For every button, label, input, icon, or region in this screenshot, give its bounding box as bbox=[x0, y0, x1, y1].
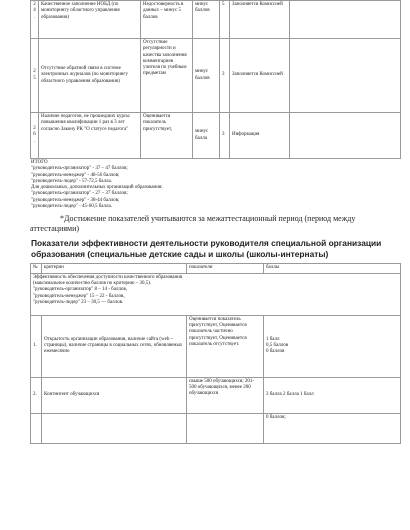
score-cell: минус балла bbox=[193, 113, 220, 159]
score-cell: 3 балла 2 балла 1 балл bbox=[264, 377, 401, 413]
row-number: 1. bbox=[31, 315, 42, 377]
row-number: 26 . bbox=[31, 113, 39, 159]
intro-line: "руководитель-организатор" 8 – 14 - баллов, bbox=[33, 287, 128, 293]
totals-line: "руководитель-менеджер" - 48-56 баллов; bbox=[31, 172, 120, 178]
table-intro-row bbox=[31, 273, 401, 315]
empty-cell bbox=[290, 39, 401, 113]
totals-line: "руководитель-организатор" - 37 – 47 баллов; bbox=[31, 166, 128, 172]
totals-line: Для дошкольных, дополнительных организаций образования: bbox=[31, 185, 163, 191]
table-row bbox=[31, 377, 401, 413]
table-row bbox=[31, 39, 401, 113]
totals-line: "руководитель-организатор" - 27 – 37 баллов; bbox=[31, 191, 128, 197]
criterion-cell bbox=[42, 413, 187, 443]
max-score-cell: 5 bbox=[220, 1, 230, 39]
row-number: 25 bbox=[31, 39, 39, 113]
criterion-cell: Качественное заполнение НОБД (по мониторингу областного управления образования) bbox=[39, 1, 141, 39]
row-number bbox=[31, 413, 42, 443]
totals-line: "руководитель-лидер" - 57-72,5 балла. bbox=[31, 178, 112, 184]
table-row bbox=[31, 1, 401, 39]
header-num: № bbox=[31, 264, 42, 273]
empty-cell bbox=[290, 1, 401, 39]
indicator-cell: Отсутствие регулярности и качества заполнения комментариев учителя по учебным предметам bbox=[141, 39, 193, 113]
note-cell: Заполняется Комиссией bbox=[230, 39, 290, 113]
header-score: баллы bbox=[264, 264, 401, 273]
totals-line: "руководитель-менеджер" - 38-44 баллов; bbox=[31, 197, 120, 203]
table-row bbox=[31, 315, 401, 377]
totals-title: ИТОГО bbox=[31, 160, 48, 165]
intro-line: "руководитель-лидер" 23 – 30,5 — баллов. bbox=[33, 299, 124, 305]
totals-line: "руководитель-лидер" - 45-60,5 балла. bbox=[31, 204, 112, 210]
max-score-cell: 3 bbox=[220, 39, 230, 113]
indicator-cell: свыше 500 обучающихся; 201-500 обучающихся, менее 200 обучающихся bbox=[187, 377, 264, 413]
row-number: 24 . bbox=[31, 1, 39, 39]
intro-line: Эффективность обеспечения доступности качественного образования bbox=[33, 274, 183, 280]
score-cell: 0 баллов; bbox=[264, 413, 401, 443]
header-indicator: показатели bbox=[187, 264, 264, 273]
table-header-row bbox=[31, 264, 401, 273]
table-efficiency-indicators bbox=[30, 263, 401, 443]
indicator-cell bbox=[187, 413, 264, 443]
section-heading: Показатели эффективности деятельности руководителя специальной организации образования (специальные детские сады и школы (школы-интернаты) bbox=[31, 238, 382, 260]
intro-line: "руководитель-менеджер" 15 – 22 - баллов, bbox=[33, 293, 125, 299]
indicator-cell: Оценивается показатель присутствует, bbox=[141, 113, 193, 159]
indicator-cell: Оценивается показатель присутствует, Оценивается показатель частично присутствует, Оценивается показатель отсутствует. bbox=[187, 315, 264, 377]
criterion-cell: Контингент обучающихся bbox=[42, 377, 187, 413]
table-row bbox=[31, 413, 401, 443]
score-cell: минус баллов bbox=[193, 39, 220, 113]
criterion-cell: Открытость организации образования, наличие сайта (web – страницы), наличие страницы в социальных сетях, обновляемых ежемесячно bbox=[42, 315, 187, 377]
criterion-cell: Отсутствие обратной связи в системе электронных журналов (по мониторингу областного управления образования) bbox=[39, 39, 141, 113]
header-criterion: критерии bbox=[42, 264, 187, 273]
note-cell: Заполняется Комиссией bbox=[230, 1, 290, 39]
score-cell: 1 балл 0,5 баллов 0 баллов bbox=[264, 315, 401, 377]
footnote: *Достижение показателей учитываются за межаттестационный период (период между аттестациями) bbox=[30, 214, 356, 234]
note-cell: Информация bbox=[230, 113, 290, 159]
indicator-cell: Недостоверность в данных – минус 5 баллов bbox=[141, 1, 193, 39]
document-page bbox=[30, 0, 400, 444]
intro-line: (максимальное количество баллов по критерию – 30,5). bbox=[33, 280, 152, 286]
empty-cell bbox=[290, 113, 401, 159]
intro-cell bbox=[31, 273, 401, 315]
table-row bbox=[31, 113, 401, 159]
totals-block bbox=[31, 160, 400, 210]
score-cell: минус баллов bbox=[193, 1, 220, 39]
row-number: 2. bbox=[31, 377, 42, 413]
table-criteria-continued bbox=[30, 0, 401, 159]
max-score-cell: 3 bbox=[220, 113, 230, 159]
criterion-cell: Наличие педагогов, не прошедших курсы повышения квалификации 1 раз в 3 лет согласно Закону РК "О статусе педагога" bbox=[39, 113, 141, 159]
